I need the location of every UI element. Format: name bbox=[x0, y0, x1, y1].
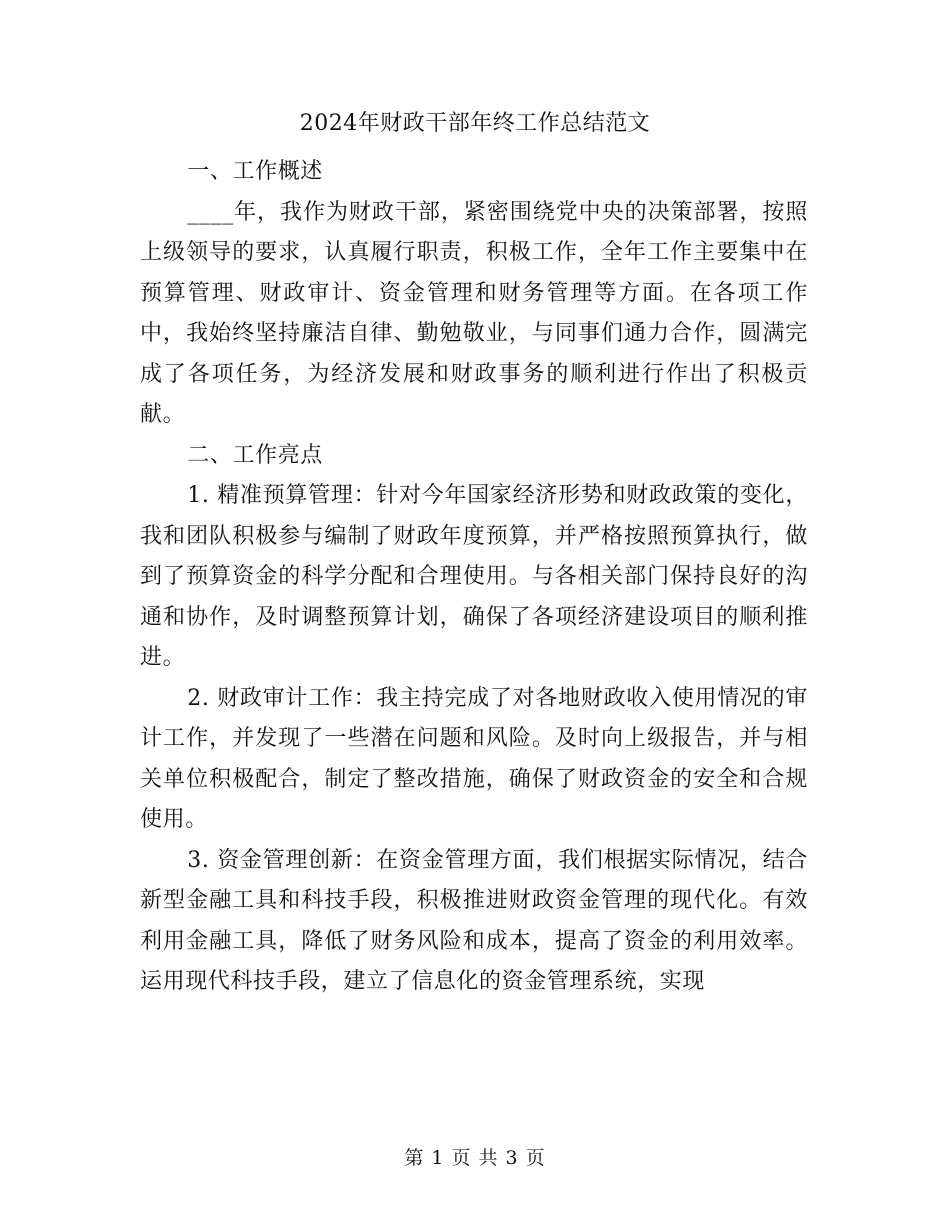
section-heading-overview: 一、工作概述 bbox=[187, 159, 323, 184]
page-number-footer: 第 1 页 共 3 页 bbox=[404, 1147, 546, 1169]
document-body bbox=[140, 152, 808, 1003]
section-heading-highlights: 二、工作亮点 bbox=[187, 442, 323, 468]
paragraph-budget-management: 1. 精准预算管理：针对今年国家经济形势和财政政策的变化，我和团队积极参与编制了财政年度预算，并严格按照预算执行，做到了预算资金的科学分配和合理使用。与各相关部门保持良好的沟通和协作，及时调整预算计划，确保了各项经济建设项目的顺利推进。 bbox=[140, 483, 808, 670]
paragraph-fund-management: 3. 资金管理创新：在资金管理方面，我们根据实际情况，结合新型金融工具和科技手段，积极推进财政资金管理的现代化。有效利用金融工具，降低了财务风险和成本，提高了资金的利用效率。运用现代科技手段，建立了信息化的资金管理系统，实现 bbox=[140, 847, 808, 994]
document-title: 2024年财政干部年终工作总结范文 bbox=[299, 111, 651, 136]
paragraph-financial-audit: 2. 财政审计工作：我主持完成了对各地财政收入使用情况的审计工作，并发现了一些潜在问题和风险。及时向上级报告，并与相关单位积极配合，制定了整改措施，确保了财政资金的安全和合规使用。 bbox=[140, 685, 808, 832]
paragraph-overview: ____年，我作为财政干部，紧密围绕党中央的决策部署，按照上级领导的要求，认真履行职责，积极工作，全年工作主要集中在预算管理、财政审计、资金管理和财务管理等方面。在各项工作中，我始终坚持廉洁自律、勤勉敬业，与同事们通力合作，圆满完成了各项任务，为经济发展和财政事务的顺利进行作出了积极贡献。 bbox=[140, 199, 808, 427]
